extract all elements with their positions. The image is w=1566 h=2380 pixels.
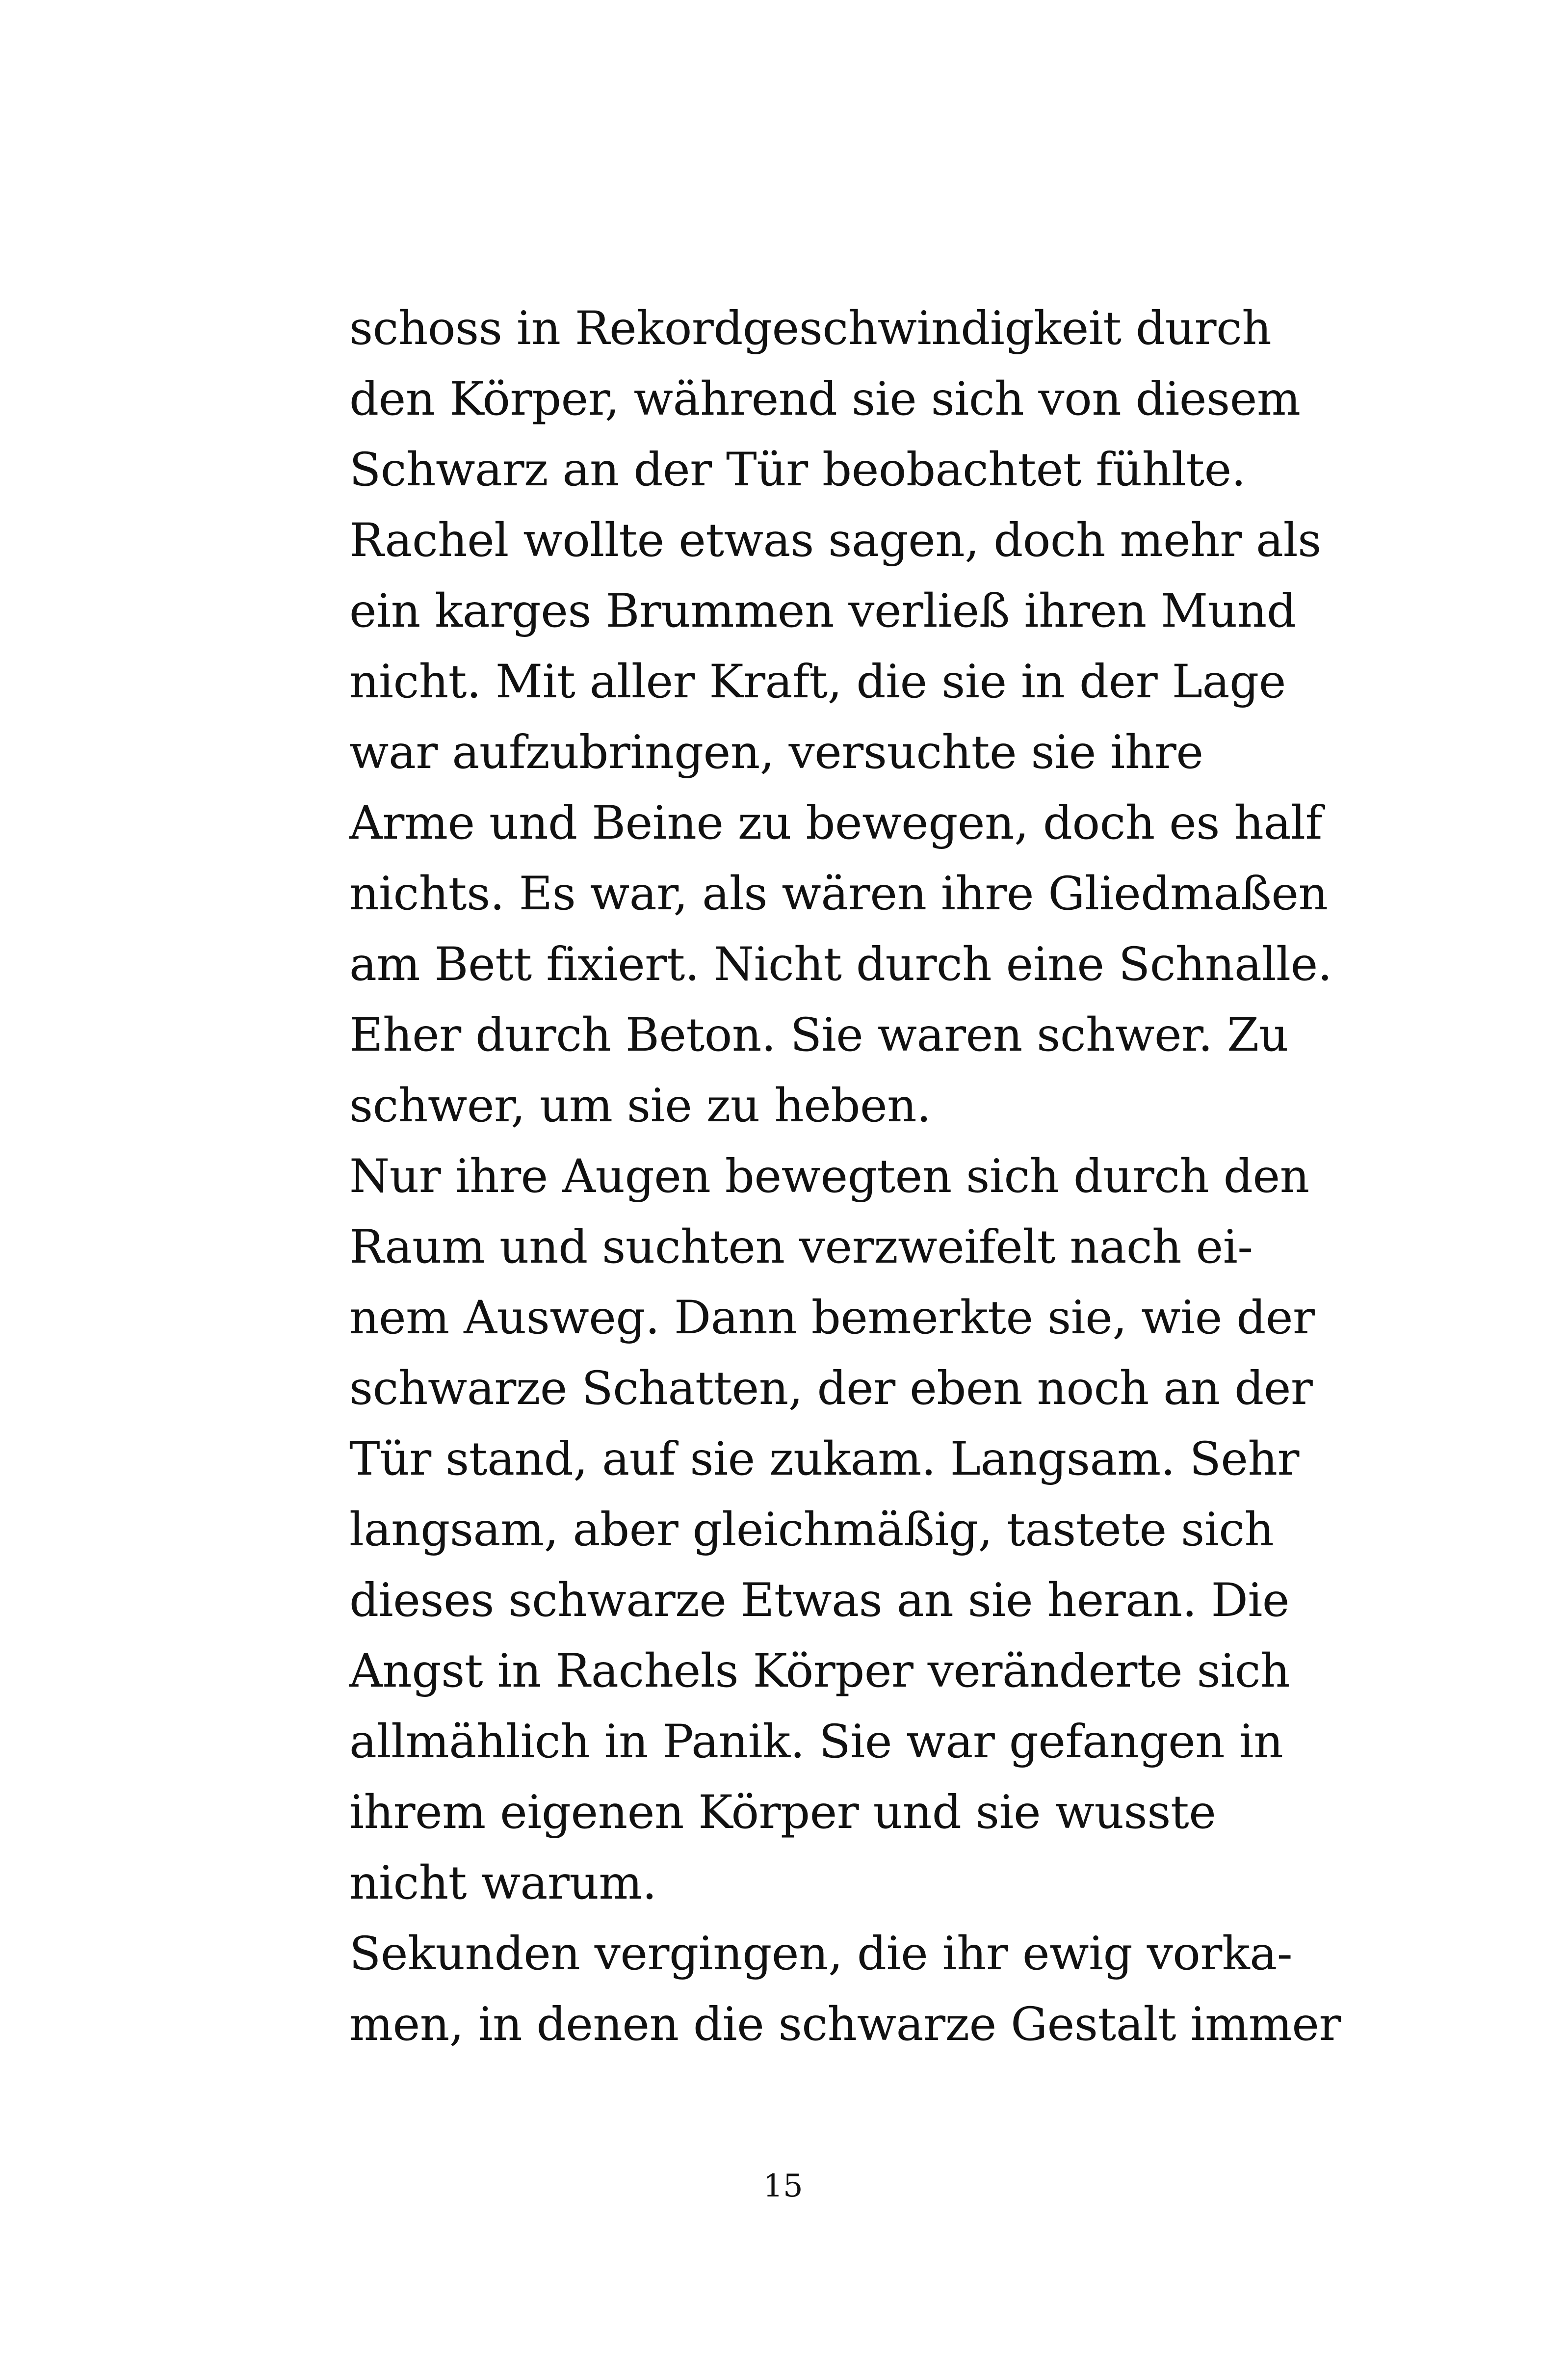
text-line: Tür stand, auf sie zukam. Langsam. Sehr <box>349 1432 1299 1486</box>
text-line: langsam, aber gleichmäßig, tastete sich <box>349 1503 1274 1557</box>
text-line: ihrem eigenen Körper und sie wusste <box>349 1786 1216 1839</box>
text-line: schwer, um sie zu heben. <box>349 1079 931 1133</box>
text-line: Nur ihre Augen bewegten sich durch den <box>349 1150 1309 1203</box>
text-line: Rachel wollte etwas sagen, doch mehr als <box>349 514 1321 567</box>
text-line: Eher durch Beton. Sie waren schwer. Zu <box>349 1008 1288 1062</box>
text-line: war aufzubringen, versuchte sie ihre <box>349 726 1203 779</box>
body-text <box>349 293 1341 2060</box>
text-line: Arme und Beine zu bewegen, doch es half <box>349 796 1322 850</box>
text-line: am Bett fixiert. Nicht durch eine Schnalle. <box>349 938 1332 991</box>
text-line: nicht. Mit aller Kraft, die sie in der Lage <box>349 655 1286 709</box>
page-number: 15 <box>763 2168 803 2204</box>
text-line: den Körper, während sie sich von diesem <box>349 372 1301 426</box>
text-line: ein karges Brummen verließ ihren Mund <box>349 584 1296 638</box>
text-line: Sekunden vergingen, die ihr ewig vorka- <box>349 1927 1293 1981</box>
text-line: schoss in Rekordgeschwindigkeit durch <box>349 302 1272 355</box>
text-line: Schwarz an der Tür beobachtet fühlte. <box>349 443 1246 497</box>
text-line: dieses schwarze Etwas an sie heran. Die <box>349 1574 1290 1627</box>
text-line: allmählich in Panik. Sie war gefangen in <box>349 1715 1283 1769</box>
text-line: nichts. Es war, als wären ihre Gliedmaßen <box>349 867 1328 921</box>
text-line: Raum und suchten verzweifelt nach ei- <box>349 1220 1253 1274</box>
text-line: nicht warum. <box>349 1856 657 1910</box>
text-line: Angst in Rachels Körper veränderte sich <box>349 1644 1290 1698</box>
text-line: nem Ausweg. Dann bemerkte sie, wie der <box>349 1291 1315 1345</box>
text-line: schwarze Schatten, der eben noch an der <box>349 1362 1313 1415</box>
text-line: men, in denen die schwarze Gestalt immer <box>349 1998 1341 2051</box>
